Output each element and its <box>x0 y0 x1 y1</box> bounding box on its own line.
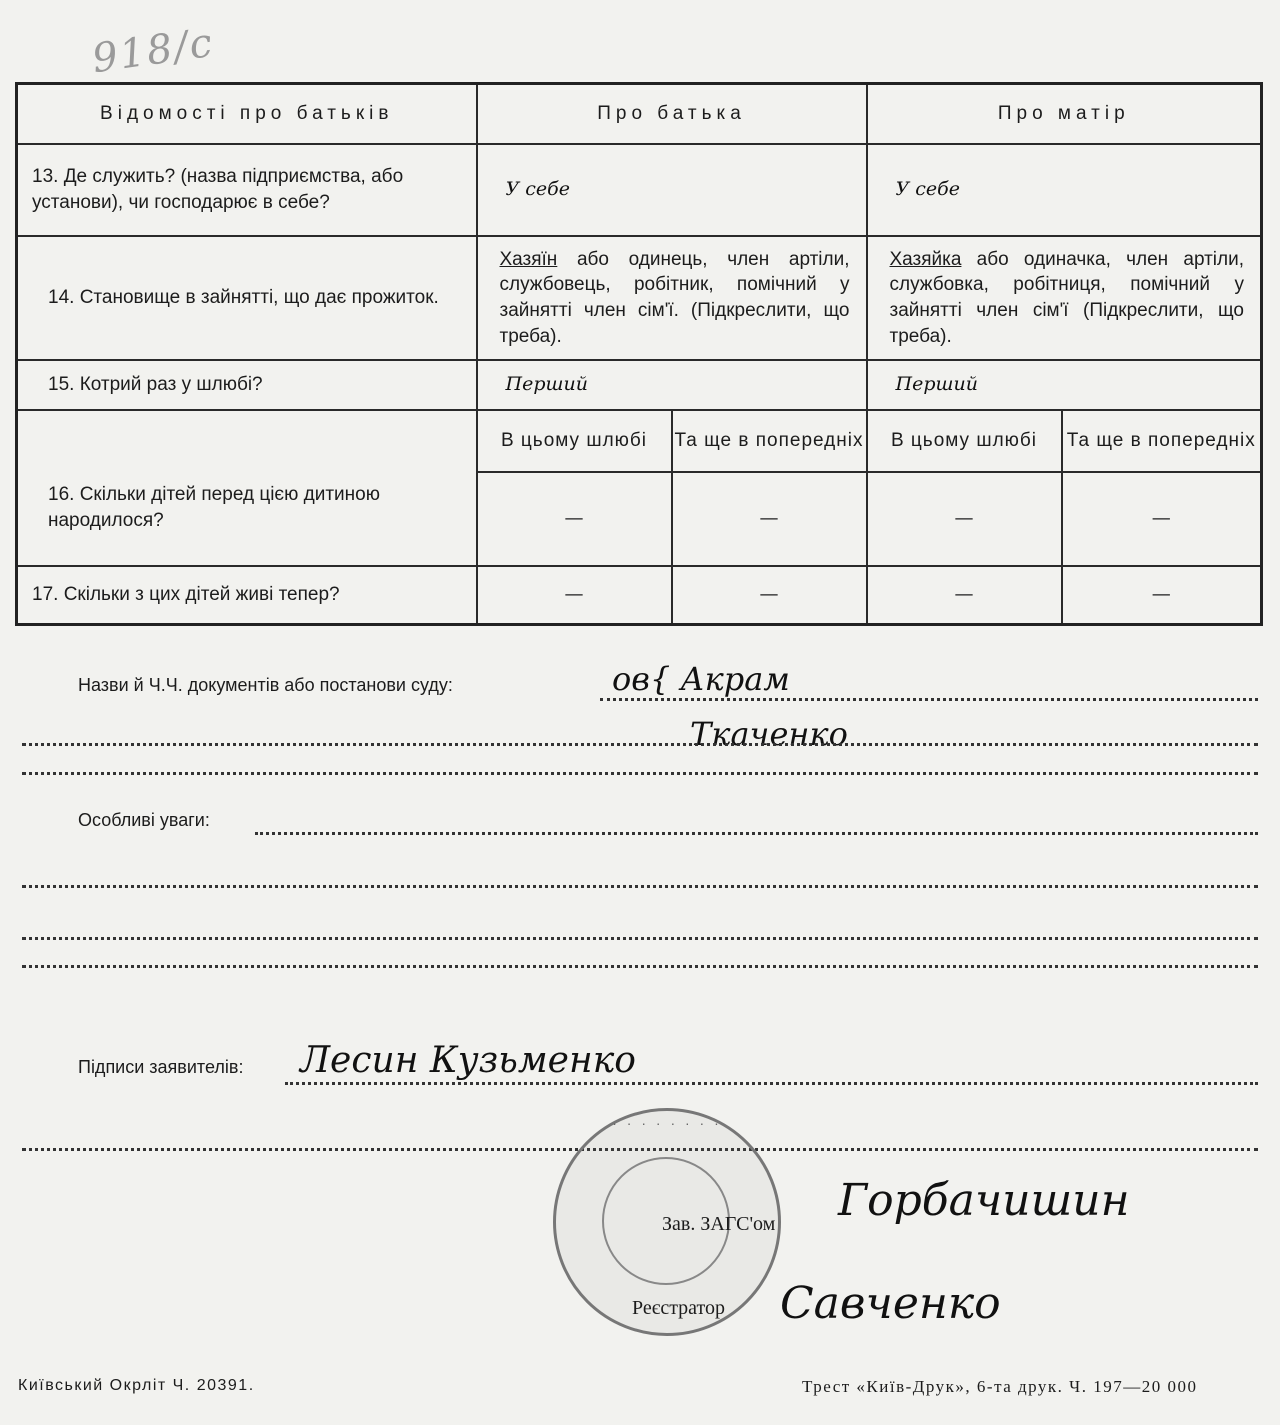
signatures-label: Підписи заявителів: <box>78 1057 244 1077</box>
zags-head-label: Зав. ЗАГС'ом <box>662 1213 776 1235</box>
table-header-row <box>17 84 1262 145</box>
q14-mother-selected: Хазяйка <box>889 248 962 270</box>
q14-father-options-text: або одинець, член артіли, службовець, робітник, помічний у зайнятті член сім'ї. (Підкреслити, що треба). <box>499 248 850 347</box>
mother-previous-header: Та ще в попередніх <box>1062 410 1262 472</box>
row-q15 <box>17 360 1262 410</box>
q15-mother-answer: Перший <box>867 360 1262 410</box>
q16-father-this-marriage: — <box>477 472 672 566</box>
parents-info-table <box>15 82 1263 626</box>
documents-underline-3 <box>22 772 1258 775</box>
footer-print-house: Трест «Київ-Друк», 6-та друк. Ч. 197—20 000 <box>802 1377 1198 1396</box>
seal-border-text: · · · · · · · · <box>612 1115 722 1131</box>
q14-mother-options <box>867 236 1262 360</box>
mother-this-marriage-header: В цьому шлюбі <box>867 410 1062 472</box>
q16-label: 16. Скільки дітей перед цією дитиною народилося? <box>17 410 477 566</box>
header-about-father: Про батька <box>477 84 867 145</box>
archive-page-number: 918/с <box>89 19 217 83</box>
documents-value-line1: ов{ Акрам <box>612 660 790 698</box>
documents-underline-2 <box>22 743 1258 746</box>
q14-mother-options-text: або одиначка, член артіли, службовка, робітниця, помічний у зайнятті член сім'ї (Підкреслити, що треба). <box>889 248 1244 347</box>
q14-father-options <box>477 236 867 360</box>
q13-father-answer: У себе <box>477 144 867 236</box>
row-q13 <box>17 144 1262 236</box>
row-children-subheaders <box>17 410 1262 472</box>
q17-label: 17. Скільки з цих дітей живі тепер? <box>17 566 477 624</box>
father-previous-header: Та ще в попередніх <box>672 410 867 472</box>
documents-label: Назви й Ч.Ч. документів або постанови суду: <box>78 675 453 695</box>
q14-father-selected: Хазяїн <box>499 248 558 270</box>
header-parents-info: Відомості про батьків <box>17 84 477 145</box>
q16-mother-previous: — <box>1062 472 1262 566</box>
remarks-underline-4 <box>22 965 1258 968</box>
remarks-underline-3 <box>22 937 1258 940</box>
q14-label: 14. Становище в зайнятті, що дає прожиток. <box>17 236 477 360</box>
q15-father-answer: Перший <box>477 360 867 410</box>
q17-mother-this-marriage: — <box>867 566 1062 624</box>
remarks-underline-2 <box>22 885 1258 888</box>
q16-mother-this-marriage: — <box>867 472 1062 566</box>
q17-mother-previous: — <box>1062 566 1262 624</box>
registrar-label: Реєстратор <box>632 1297 726 1319</box>
signatures-underline-1 <box>285 1082 1258 1085</box>
footer-printer-license: Київський Окрліт Ч. 20391. <box>18 1377 255 1394</box>
row-q14 <box>17 236 1262 360</box>
remarks-label: Особливі уваги: <box>78 810 210 830</box>
q17-father-previous: — <box>672 566 867 624</box>
zags-head-signature: Горбачишин <box>838 1175 1130 1226</box>
applicant-signatures: Лесин Кузьменко <box>300 1040 636 1081</box>
header-about-mother: Про матір <box>867 84 1262 145</box>
documents-value-line2: Ткаченко <box>690 715 848 753</box>
q15-label: 15. Котрий раз у шлюбі? <box>17 360 477 410</box>
documents-underline-1 <box>600 698 1258 701</box>
q16-father-previous: — <box>672 472 867 566</box>
father-this-marriage-header: В цьому шлюбі <box>477 410 672 472</box>
remarks-underline-1 <box>255 832 1258 835</box>
q13-mother-answer: У себе <box>867 144 1262 236</box>
row-q17 <box>17 566 1262 624</box>
q17-father-this-marriage: — <box>477 566 672 624</box>
registrar-signature: Савченко <box>780 1278 1001 1329</box>
q13-label: 13. Де служить? (назва підприємства, або установи), чи господарює в себе? <box>17 144 477 236</box>
